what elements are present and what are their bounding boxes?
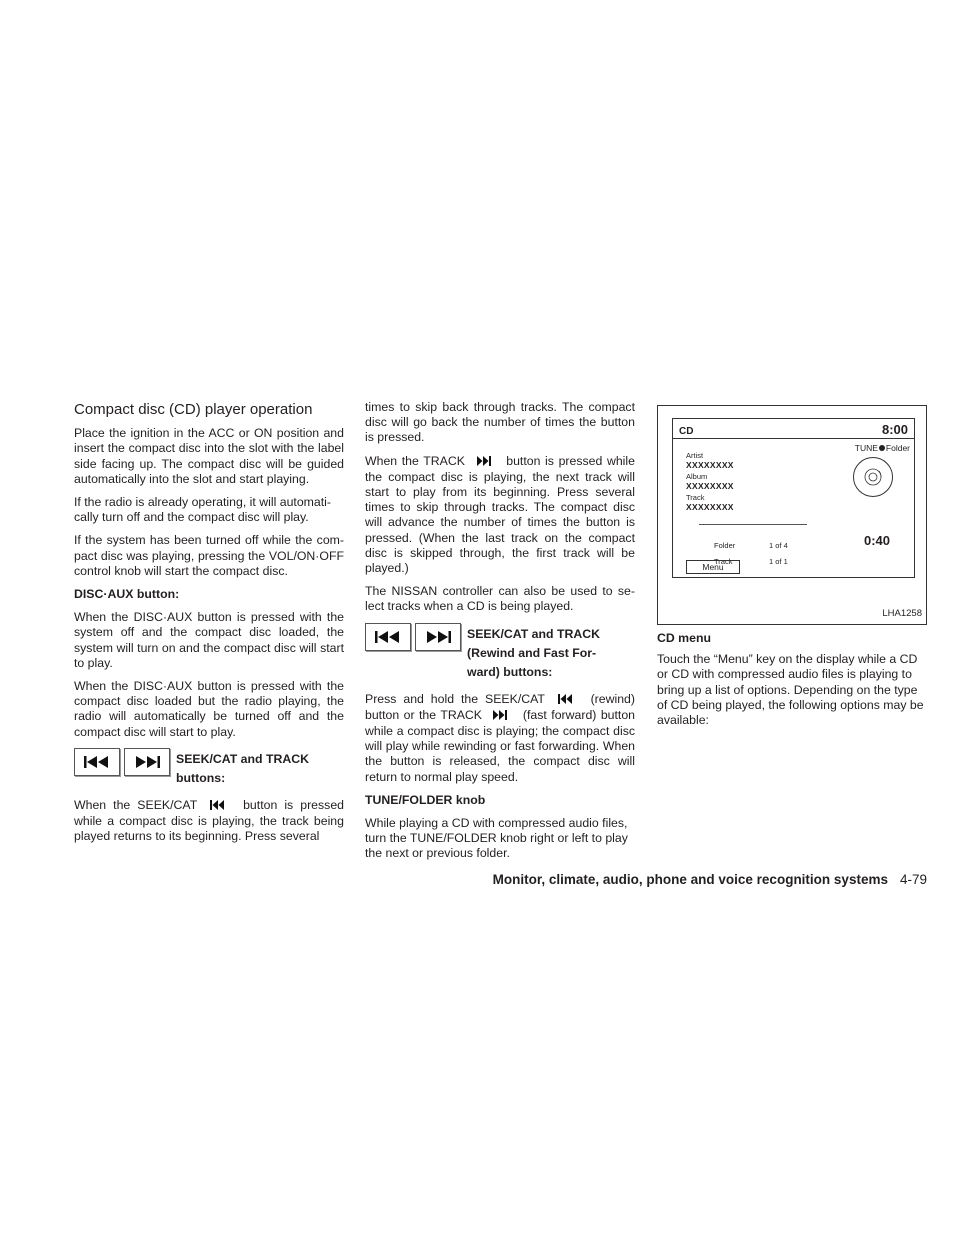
artist-value: XXXXXXXX (686, 460, 734, 470)
skip-back-icon (210, 799, 226, 814)
paragraph: The NISSAN controller can also be used to se-lect tracks when a CD is being played. (365, 584, 635, 614)
paragraph: Place the ignition in the ACC or ON position and insert the compact disc into the slot with the label side facing up. The compact disc will be guided automatically into the slot and start playing. (74, 426, 344, 486)
column-1 (74, 400, 344, 852)
column-2 (365, 400, 635, 870)
seek-track-label: buttons: (176, 770, 226, 785)
disc-icon (852, 456, 894, 498)
seek-cat-button-illustration (365, 623, 411, 651)
menu-button: Menu (686, 560, 740, 574)
page-footer (493, 872, 927, 887)
skip-forward-icon (492, 709, 508, 724)
footer-title: Monitor, climate, audio, phone and voice recognition systems (492, 872, 888, 887)
track-button-illustration (124, 748, 170, 776)
track-count-value: 1 of 1 (769, 557, 788, 566)
paragraph: When the TRACK button is pressed while the compact disc is playing, the next track will start to play from its beginning. Press several times to skip through tracks. The compact disc will advance the number of times the button is pressed. (When the last track on the compact disc is skipped through, the first track will be played.) (365, 453, 635, 576)
rewind-ff-label: (Rewind and Fast For- (467, 645, 597, 660)
rewind-ff-label: SEEK/CAT and TRACK (467, 626, 600, 641)
figure-code: LHA1258 (882, 607, 922, 619)
paragraph: If the radio is already operating, it will automati-cally turn off and the compact disc will play. (74, 495, 331, 525)
disc-aux-heading: DISC·AUX button: (74, 587, 180, 602)
tune-folder-heading: TUNE/FOLDER knob (365, 792, 486, 807)
seek-cat-button-illustration (74, 748, 120, 776)
paragraph: Touch the “Menu” key on the display while a CD or CD with compressed audio files is playing to bring up a list of options. Depending on the type of CD being played, the following options may be available: (657, 652, 924, 728)
cd-display-screen (672, 418, 915, 578)
divider (673, 438, 914, 439)
screen-title: CD (679, 426, 694, 437)
paragraph: When the DISC·AUX button is pressed with the system off and the compact disc loaded, the system will turn on and the compact disc will start to play. (74, 610, 344, 670)
seek-track-buttons-figure (74, 748, 344, 788)
folder-label: Folder (714, 541, 736, 550)
elapsed-time: 0:40 (864, 533, 891, 548)
knob-icon (879, 445, 885, 451)
paragraph: While playing a CD with compressed audio files, turn the TUNE/FOLDER knob right or left to play the next or previous folder. (365, 816, 628, 861)
paragraph: When the SEEK/CAT button is pressed while a compact disc is playing, the track being played returns to its beginning. Press several (74, 797, 344, 844)
track-value: XXXXXXXX (686, 502, 734, 512)
section-title: Compact disc (CD) player operation (74, 401, 313, 418)
folder-value: 1 of 4 (769, 541, 788, 550)
paragraph: Press and hold the SEEK/CAT (rewind) button or the TRACK (fast forward) button while a compact disc is playing; the compact disc will play while rewinding or fast forwarding. When the button is released, the compact disc will return to normal play speed. (365, 691, 636, 784)
track-count-label: Track (714, 557, 733, 566)
tune-folder-indicator: TUNE Folder (854, 443, 910, 453)
clock: 8:00 (881, 422, 908, 437)
skip-back-icon (558, 693, 574, 708)
album-value: XXXXXXXX (686, 481, 734, 491)
rewind-ff-buttons-figure (365, 623, 635, 682)
skip-forward-icon (133, 756, 161, 768)
page-number: 4-79 (899, 872, 927, 887)
paragraph: When the DISC·AUX button is pressed with the compact disc loaded but the radio playing, the radio will automatically be turned off and the compact disc will start to play. (74, 679, 344, 739)
paragraph: times to skip back through tracks. The compact disc will go back the number of times the button is pressed. (365, 400, 635, 445)
paragraph: If the system has been turned off while the com-pact disc was playing, pressing the VOL/ON·OFF control knob will start the compact disc. (74, 533, 344, 578)
skip-forward-icon (476, 455, 492, 470)
cd-screen-figure (657, 405, 927, 625)
seek-track-label: SEEK/CAT and TRACK (176, 751, 309, 766)
skip-back-icon (83, 756, 111, 768)
rewind-ff-label: ward) buttons: (467, 664, 553, 679)
cd-menu-heading: CD menu (657, 631, 711, 645)
album-label: Album (686, 472, 708, 481)
artist-label: Artist (686, 451, 704, 460)
track-label: Track (686, 493, 705, 502)
divider (699, 524, 807, 525)
skip-back-icon (374, 631, 402, 643)
column-3 (657, 405, 927, 736)
track-button-illustration (415, 623, 461, 651)
skip-forward-icon (424, 631, 452, 643)
